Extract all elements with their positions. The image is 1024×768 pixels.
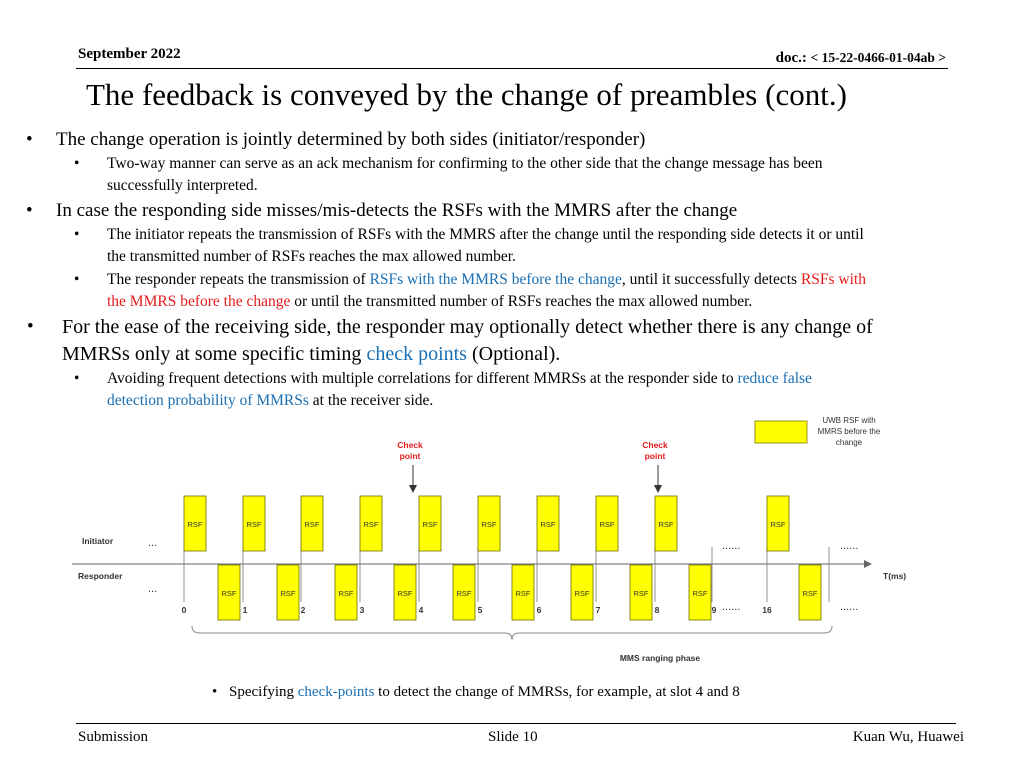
highlight-red: RSFs with: [800, 271, 866, 288]
arrow-head-icon: [409, 485, 417, 493]
slot-number: 6: [536, 605, 542, 615]
slot-number: 4: [418, 605, 424, 615]
text: , until it successfully detects: [621, 271, 801, 288]
bullet-marker: •: [74, 271, 80, 288]
check-point-label: point: [399, 451, 421, 461]
highlight-blue: check-points: [297, 684, 375, 700]
text: Specifying: [229, 684, 298, 700]
doc-number: < 15-22-0466-01-04ab >: [810, 50, 946, 65]
rsf-label: RSF: [540, 520, 556, 529]
bullet-marker: •: [26, 200, 33, 221]
bullet-marker: •: [74, 155, 80, 172]
rsf-label: RSF: [770, 520, 786, 529]
check-point-label: Check: [642, 440, 668, 450]
bullet-marker: •: [74, 370, 80, 387]
ellipsis: ......: [722, 540, 741, 552]
diagram-caption: [212, 684, 740, 701]
text: The responder repeats the transmission of: [107, 271, 370, 288]
bullet-marker: •: [74, 226, 80, 243]
slide-title: The feedback is conveyed by the change of preambles (cont.): [86, 77, 847, 112]
legend-label: change: [835, 438, 863, 447]
slot-number: 3: [359, 605, 365, 615]
slot-number: 2: [300, 605, 306, 615]
rsf-label: RSF: [633, 589, 649, 598]
highlight-blue: RSFs with the MMRS before the change: [369, 271, 622, 288]
rsf-label: RSF: [187, 520, 203, 529]
rsf-label: RSF: [515, 589, 531, 598]
axis-label: T(ms): [883, 571, 907, 581]
rsf-label: RSF: [363, 520, 379, 529]
text: at the receiver side.: [308, 392, 434, 409]
phase-brace: [192, 626, 832, 640]
footer-left: Submission: [78, 729, 149, 745]
bullet-marker: •: [27, 316, 34, 337]
check-point-label: Check: [397, 440, 423, 450]
highlight-blue: detection probability of MMRSs: [107, 392, 309, 409]
bullet-marker: •: [26, 129, 33, 150]
text: Avoiding frequent detections with multiple correlations for different MMRSs at the responder side to: [107, 370, 738, 387]
ellipsis: ......: [722, 601, 741, 613]
highlight-blue: reduce false: [737, 370, 812, 387]
rsf-label: RSF: [422, 520, 438, 529]
bullet-marker: •: [212, 684, 218, 700]
footer-rule: [76, 723, 956, 724]
check-point-label: point: [644, 451, 666, 461]
highlight-red: the MMRS before the change: [107, 293, 291, 310]
slot-number: 9: [711, 605, 717, 615]
slot-number: 5: [477, 605, 483, 615]
text: to detect the change of MMRSs, for example, at slot 4 and 8: [374, 684, 740, 700]
line: The initiator repeats the transmission of RSFs with the MMRS after the change until the responding side detects it or until: [107, 226, 864, 243]
slot-number: 1: [242, 605, 248, 615]
line: the transmitted number of RSFs reaches the max allowed number.: [107, 248, 516, 265]
footer-center: Slide 10: [488, 729, 538, 745]
slot-number: 16: [762, 605, 772, 615]
ellipsis: ......: [840, 601, 859, 613]
ellipsis: ......: [840, 540, 859, 552]
rsf-label: RSF: [397, 589, 413, 598]
legend-label: MMRS before the: [817, 427, 881, 436]
slot-number: 0: [181, 605, 187, 615]
rsf-label: RSF: [304, 520, 320, 529]
slot-number: 7: [595, 605, 601, 615]
line: Two-way manner can serve as an ack mechanism for confirming to the other side that the change message has been: [107, 155, 823, 172]
rsf-label: RSF: [221, 589, 237, 598]
rsf-label: RSF: [280, 589, 296, 598]
ellipsis: ...: [148, 537, 158, 549]
rsf-label: RSF: [574, 589, 590, 598]
responder-label: Responder: [78, 571, 123, 581]
text: MMRSs only at some specific timing: [62, 343, 367, 365]
line: For the ease of the receiving side, the responder may optionally detect whether there is any change of: [62, 316, 873, 338]
slot-number: 8: [654, 605, 660, 615]
rsf-label: RSF: [599, 520, 615, 529]
legend-swatch: [755, 421, 807, 443]
arrow-head-icon: [654, 485, 662, 493]
bullet-1: The change operation is jointly determined by both sides (initiator/responder): [56, 129, 646, 150]
highlight-blue: check points: [366, 343, 467, 365]
rsf-label: RSF: [692, 589, 708, 598]
rsf-label: RSF: [658, 520, 674, 529]
rsf-label: RSF: [338, 589, 354, 598]
ellipsis: ...: [148, 583, 158, 595]
rsf-label: RSF: [481, 520, 497, 529]
rsf-label: RSF: [802, 589, 818, 598]
text: (Optional).: [466, 343, 561, 365]
initiator-label: Initiator: [82, 536, 114, 546]
phase-label: MMS ranging phase: [619, 653, 701, 663]
legend-label: UWB RSF with: [822, 416, 876, 425]
axis-arrow-icon: [864, 560, 872, 568]
rsf-label: RSF: [456, 589, 472, 598]
bullet-2: In case the responding side misses/mis-detects the RSFs with the MMRS after the change: [56, 200, 738, 221]
footer-right: Kuan Wu, Huawei: [852, 729, 964, 745]
line: successfully interpreted.: [107, 177, 258, 194]
header-date: September 2022: [78, 46, 181, 62]
text: or until the transmitted number of RSFs reaches the max allowed number.: [290, 293, 753, 310]
doc-label: doc.:: [775, 50, 807, 66]
rsf-label: RSF: [246, 520, 262, 529]
